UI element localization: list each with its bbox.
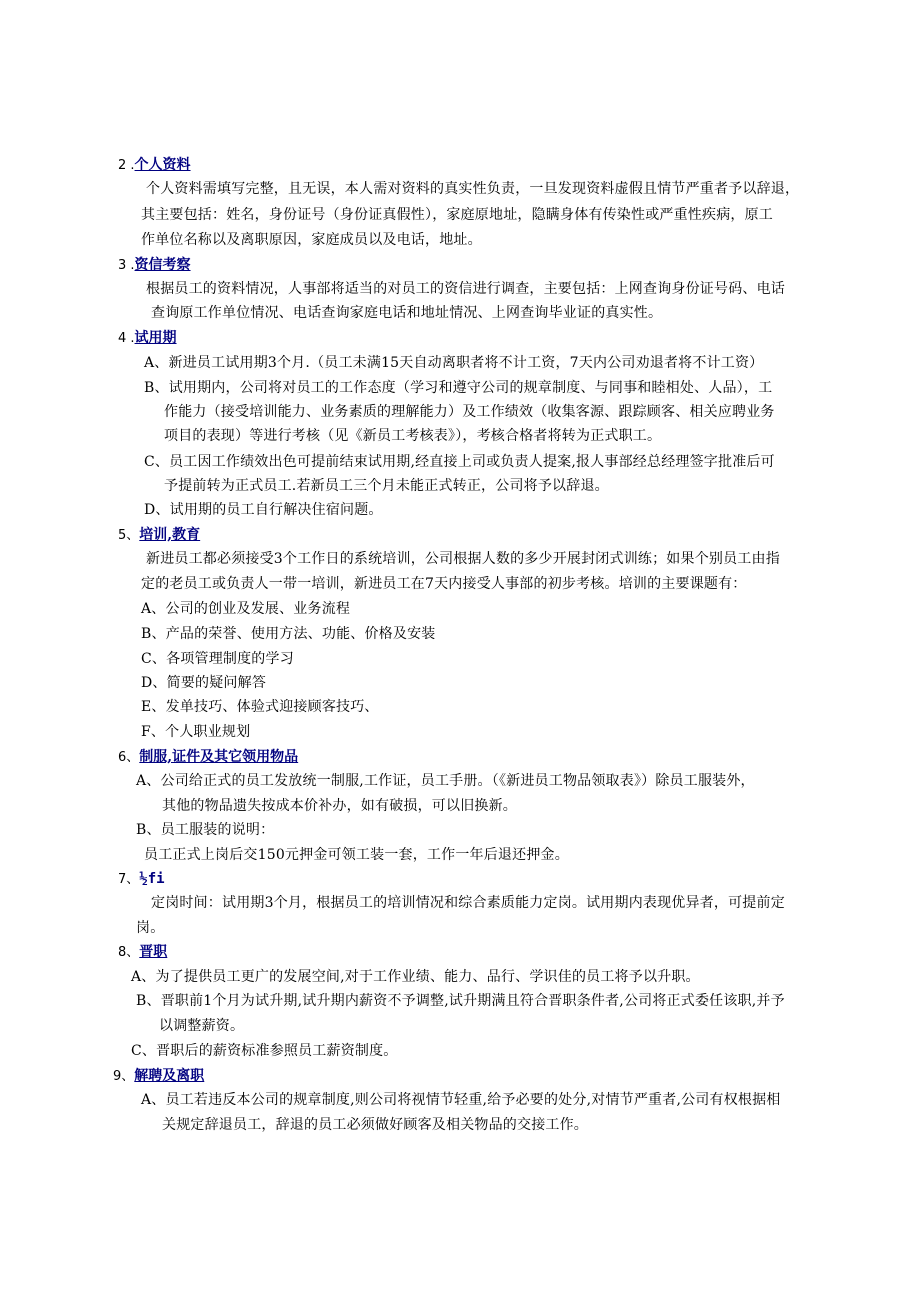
section-4-item-b-line-1: B、试用期内，公司将对员工的工作态度（学习和遵守公司的规章制度、与同事和睦相处、人品），工 <box>144 380 773 396</box>
section-7-title: ½fi <box>139 871 165 887</box>
section-8-title: 晋职 <box>139 944 168 960</box>
section-4-item-c-line-2: 予提前转为正式员工.若新员工三个月未能正式转正，公司将予以辞退。 <box>164 478 609 494</box>
section-8-item-b-line-1: B、晋职前1个月为试升期,试升期内薪资不予调整,试升期满且符合晋职条件者,公司将正式委任该职,并予 <box>136 993 785 1009</box>
section-3-number: 3 . <box>118 258 135 273</box>
section-2-number: 2 . <box>118 158 135 173</box>
section-8-number: 8、 <box>118 945 140 960</box>
section-7-line-2: 岗。 <box>136 920 165 936</box>
section-8-item-c: C、晋职后的薪资标准参照员工薪资制度。 <box>131 1043 398 1059</box>
section-3-line-1: 根据员工的资料情况，人事部将适当的对员工的资信进行调查，主要包括：上网查询身份证号码、电话 <box>146 281 785 297</box>
section-2-line-2: 其主要包括：姓名，身份证号（身份证真假性），家庭原地址，隐瞒身体有传染性或严重性疾病，原工 <box>141 207 773 223</box>
section-9-number: 9、 <box>113 1069 135 1084</box>
section-8-item-b-line-2: 以调整薪资。 <box>159 1018 245 1034</box>
section-4-number: 4 . <box>118 331 135 346</box>
section-5-item-b: B、产品的荣誉、使用方法、功能、价格及安装 <box>141 626 436 642</box>
section-7-heading <box>118 869 165 890</box>
section-7-number: 7、 <box>118 872 140 887</box>
section-4-title: 试用期 <box>134 330 177 346</box>
section-9-title: 解聘及离职 <box>134 1068 205 1084</box>
section-6-item-b: B、员工服装的说明： <box>136 822 275 838</box>
section-4-item-d: D、试用期的员工自行解决住宿问题。 <box>144 502 383 518</box>
section-9-heading <box>113 1066 204 1087</box>
section-6-item-a-line-2: 其他的物品遗失按成本价补办，如有破损，可以旧换新。 <box>162 798 517 814</box>
section-2-heading <box>118 155 191 176</box>
section-5-item-d: D、简要的疑问解答 <box>141 675 267 691</box>
section-5-line-2: 定的老员工或负责人一带一培训，新进员工在7天内接受人事部的初步考核。培训的主要课题有： <box>141 576 747 592</box>
section-5-item-a: A、公司的创业及发展、业务流程 <box>141 601 351 617</box>
section-7-line-1: 定岗时间：试用期3个月，根据员工的培训情况和综合素质能力定岗。试用期内表现优异者，可提前定 <box>151 895 785 911</box>
section-6-title: 制服,证件及其它领用物品 <box>139 749 299 765</box>
section-4-item-c-line-1: C、员工因工作绩效出色可提前结束试用期,经直接上司或负责人提案,报人事部经总经理签字批准后可 <box>144 454 775 470</box>
section-5-item-f: F、个人职业规划 <box>141 724 251 740</box>
section-3-line-2: 查询原工作单位情况、电话查询家庭电话和地址情况、上网查询毕业证的真实性。 <box>151 305 663 321</box>
section-6-number: 6、 <box>118 750 140 765</box>
section-2-line-3: 作单位名称以及离职原因，家庭成员以及电话，地址。 <box>141 232 482 248</box>
section-9-item-a-line-2: 关规定辞退员工，辞退的员工必须做好顾客及相关物品的交接工作。 <box>162 1117 588 1133</box>
section-4-item-b-line-2: 作能力（接受培训能力、业务素质的理解能力）及工作绩效（收集客源、跟踪顾客、相关应聘业务 <box>164 404 775 420</box>
section-2-title: 个人资料 <box>134 157 191 173</box>
section-6-item-a-line-1: A、公司给正式的员工发放统一制服,工作证，员工手册。（《新进员工物品领取表》）除员工服装外， <box>136 773 755 789</box>
section-3-title: 资信考察 <box>134 257 191 273</box>
section-5-number: 5、 <box>118 528 140 543</box>
section-6-heading <box>118 747 298 768</box>
section-4-item-a: A、新进员工试用期3个月.（员工未满15天自动离职者将不计工资，7天内公司劝退者将不计工资） <box>144 355 764 371</box>
section-8-heading <box>118 942 167 963</box>
section-5-heading <box>118 525 200 546</box>
section-5-item-e: E、发单技巧、体验式迎接顾客技巧、 <box>141 699 379 715</box>
section-8-item-a: A、为了提供员工更广的发展空间,对于工作业绩、能力、品行、学识佳的员工将予以升职。 <box>131 969 700 985</box>
section-4-item-b-line-3: 项目的表现）等进行考核（见《新员工考核表》），考核合格者将转为正式职工。 <box>164 428 662 444</box>
section-5-item-c: C、各项管理制度的学习 <box>141 651 294 667</box>
section-3-heading <box>118 255 191 276</box>
section-9-item-a-line-1: A、员工若违反本公司的规章制度,则公司将视情节轻重,给予必要的处分,对情节严重者,公司有权根据相 <box>141 1092 781 1108</box>
section-5-line-1: 新进员工都必须接受3个工作日的系统培训，公司根据人数的多少开展封闭式训练；如果个别员工由指 <box>146 551 780 567</box>
section-6-item-b-detail: 员工正式上岗后交150元押金可领工装一套，工作一年后退还押金。 <box>144 847 569 863</box>
section-5-title: 培训,教育 <box>139 527 201 543</box>
section-4-heading <box>118 328 177 349</box>
section-2-line-1: 个人资料需填写完整，且无误，本人需对资料的真实性负责，一旦发现资料虚假且情节严重者予以辞退， <box>146 181 800 197</box>
